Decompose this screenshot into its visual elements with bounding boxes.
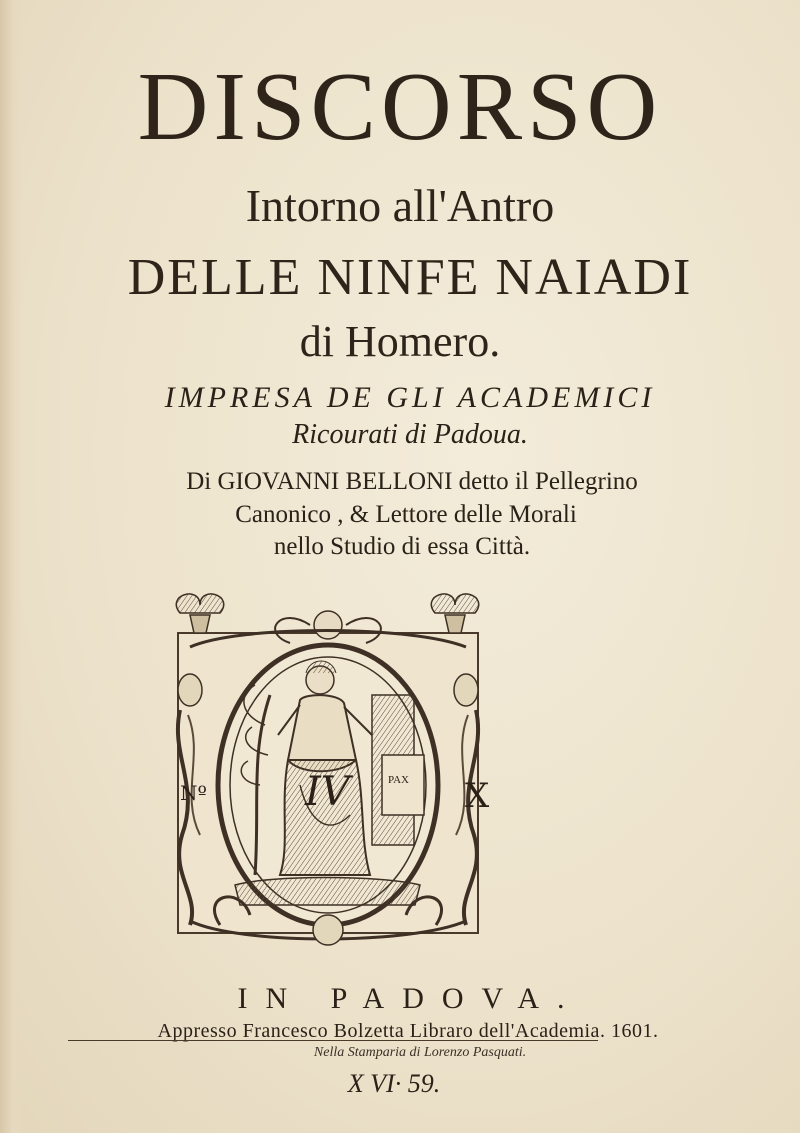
left-urn-ornament	[176, 594, 223, 633]
manuscript-iv-mark: IV	[305, 769, 350, 815]
author-line-2: Canonico , & Lettore delle Morali	[235, 501, 577, 528]
title-line-3: DELLE NINFE NAIADI	[127, 249, 693, 306]
title-main: DISCORSO	[137, 53, 663, 161]
title-line-4: di Homero.	[299, 317, 501, 366]
imprint-rule	[68, 1040, 598, 1041]
handwritten-press-note: Nella Stamparia di Lorenzo Pasquati.	[313, 1045, 527, 1060]
imprint-city: IN PADOVA.	[237, 982, 583, 1015]
manuscript-no-mark: Nº	[180, 781, 207, 805]
author-line-3: nello Studio di essa Città.	[273, 533, 531, 560]
printers-device-woodcut	[160, 585, 495, 955]
handwritten-shelfmark: X VI· 59.	[347, 1069, 441, 1098]
page-edge-shadow	[0, 0, 22, 1133]
title-line-2: Intorno all'Antro	[245, 180, 555, 231]
impresa-line-1: IMPRESA DE GLI ACADEMICI	[164, 381, 656, 414]
manuscript-x-mark: X	[465, 776, 490, 816]
author-line-1: Di GIOVANNI BELLONI detto il Pellegrino	[186, 468, 638, 495]
imprint-printer: Appresso Francesco Bolzetta Libraro dell'Academia. 1601.	[157, 1020, 659, 1042]
pax-label: PAX	[388, 774, 409, 786]
impresa-line-2: Ricourati di Padoua.	[292, 419, 528, 450]
right-urn-ornament	[431, 594, 478, 633]
